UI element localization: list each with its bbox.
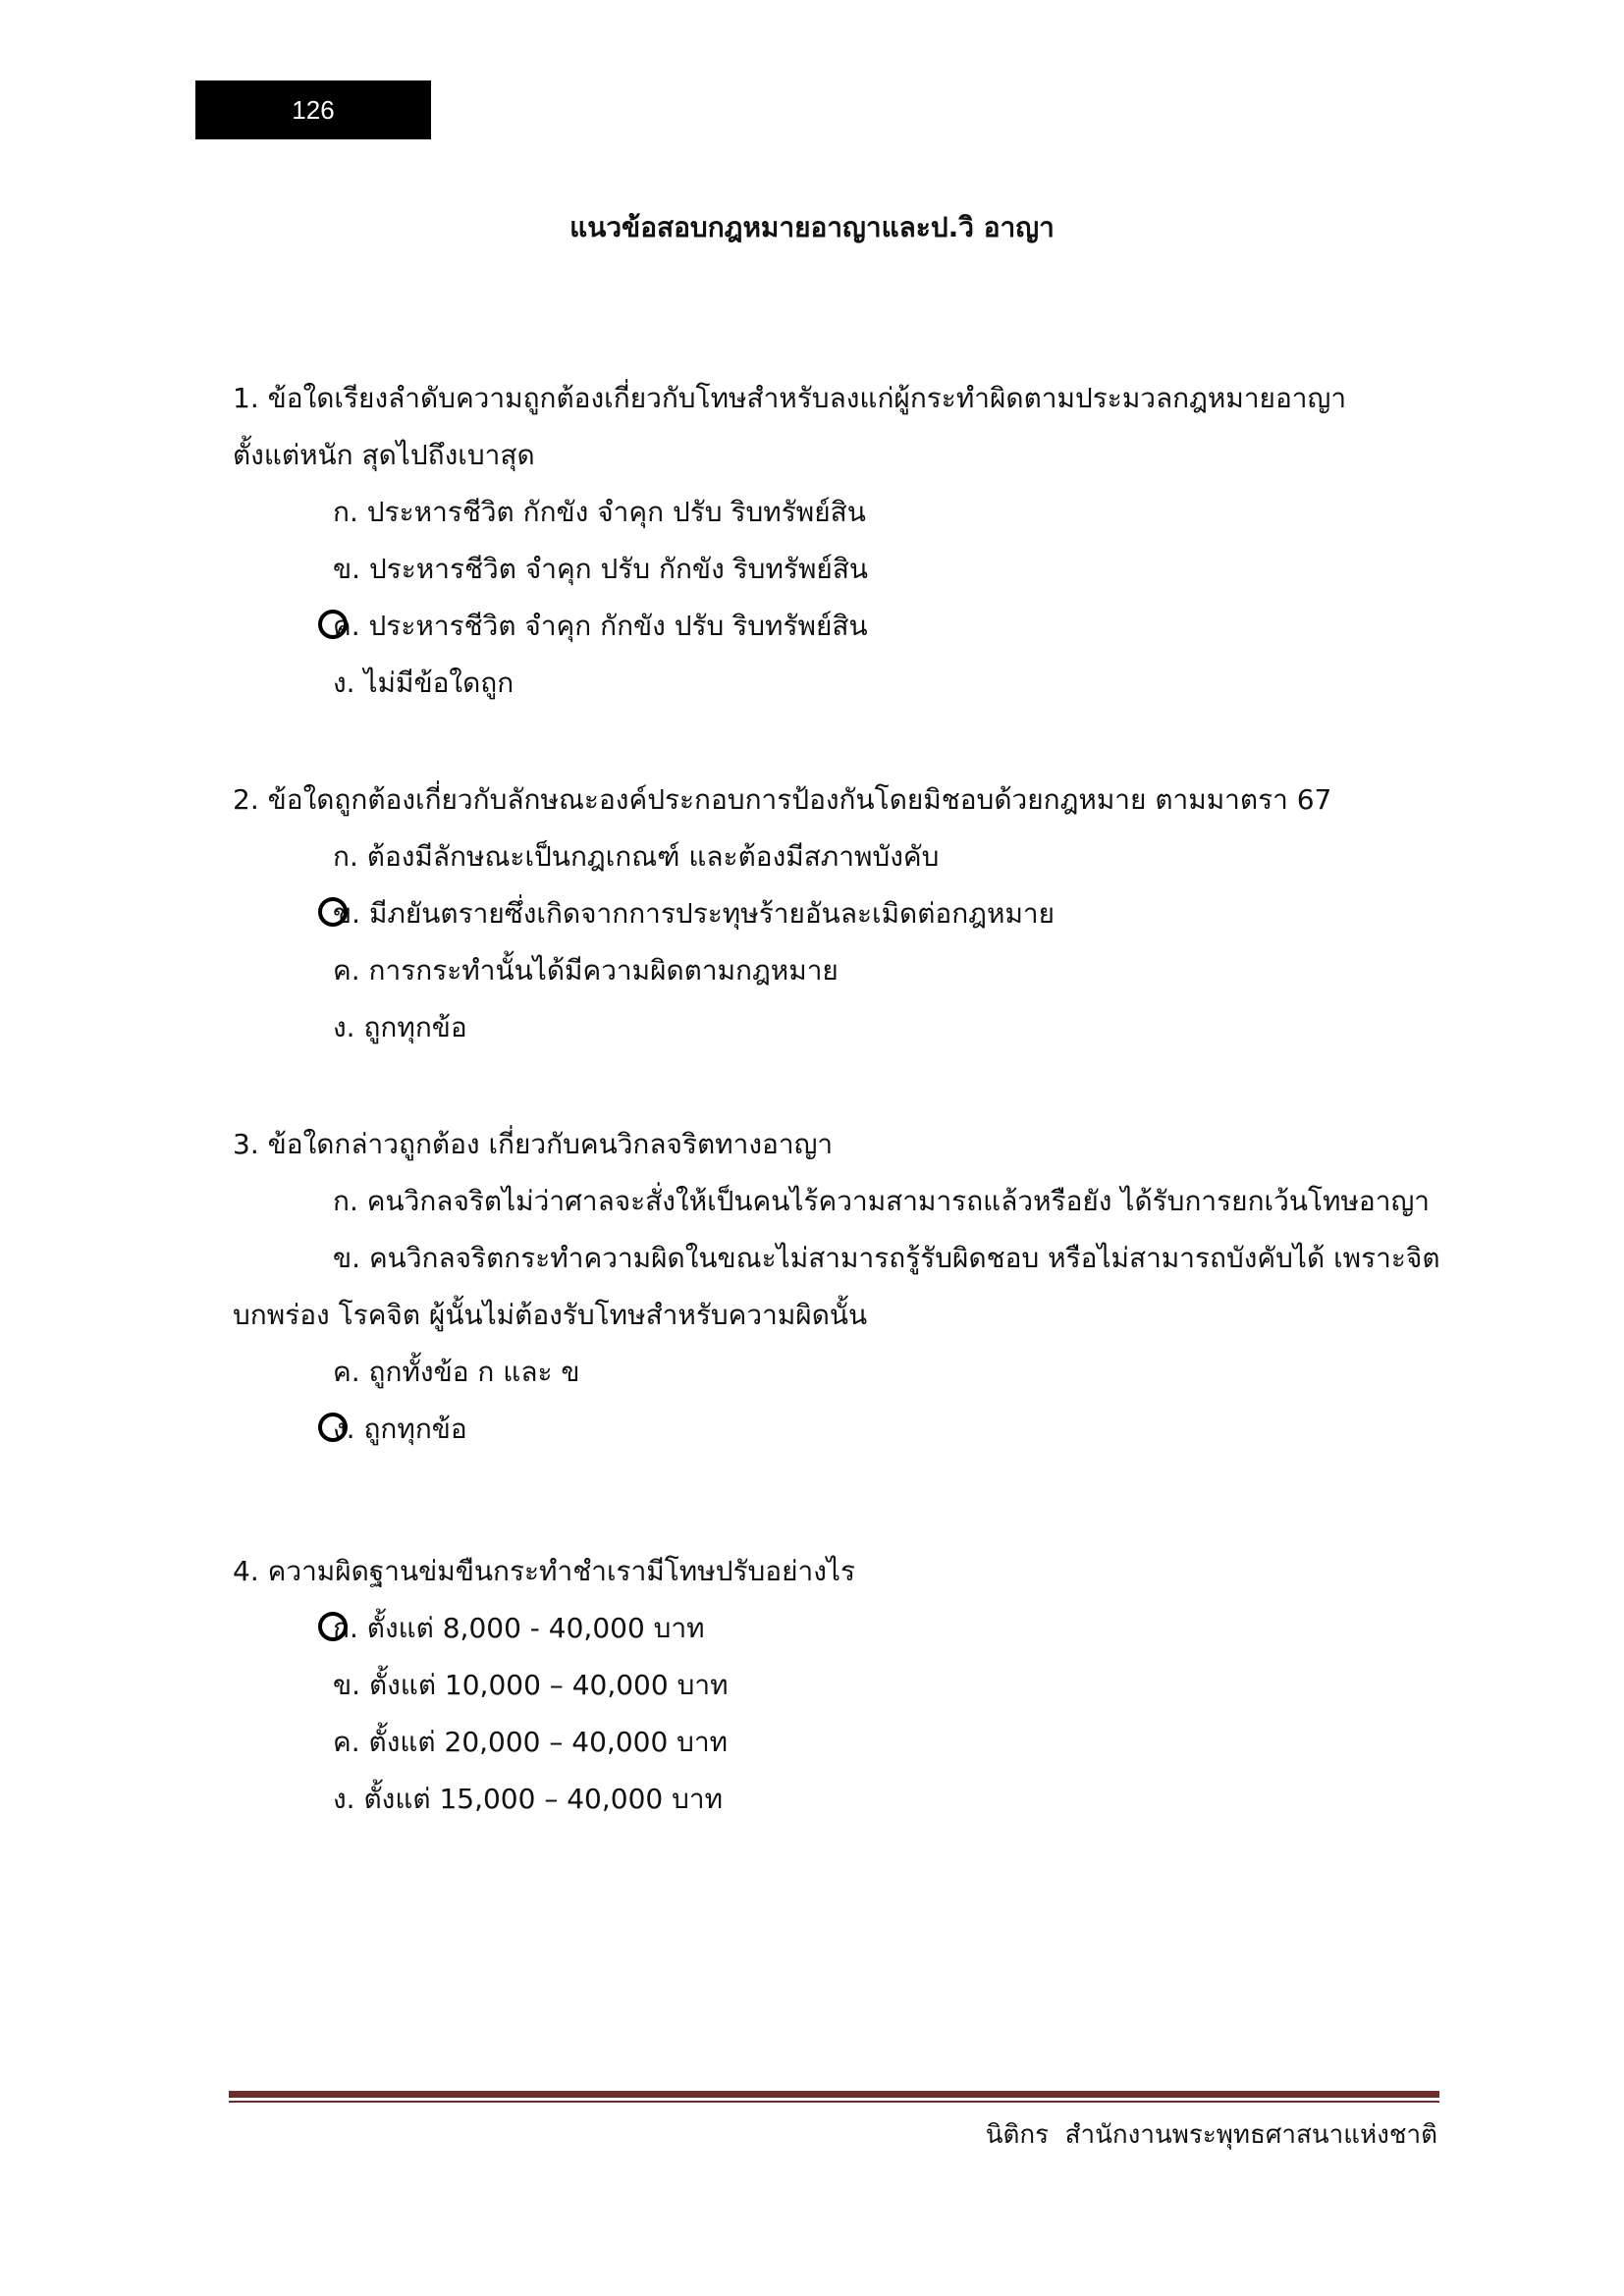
- option-continuation: บกพร่อง โรคจิต ผู้นั้นไม่ต้องรับโทษสำหรับความผิดนั้น: [233, 1299, 868, 1331]
- option-selected: [233, 1600, 1411, 1657]
- option: ค. การกระทำนั้นได้มีความผิดตามกฎหมาย: [333, 954, 839, 987]
- option: ค. ตั้งแต่ 20,000 – 40,000 บาท: [333, 1726, 729, 1758]
- option-label: ค. ประหารชีวิต จำคุก กักขัง ปรับ ริบทรัพย์สิน: [333, 610, 868, 642]
- option: ก. คนวิกลจริตไม่ว่าศาลจะสั่งให้เป็นคนไร้ความสามารถแล้วหรือยัง ได้รับการยกเว้นโทษอาญา: [333, 1185, 1431, 1217]
- answer-circle-mark: [318, 1413, 348, 1442]
- page-number-box: [195, 80, 431, 139]
- option: ข. ตั้งแต่ 10,000 – 40,000 บาท: [333, 1669, 729, 1701]
- footer-text: นิติกร สำนักงานพระพุทธศาสนาแห่งชาติ: [985, 2120, 1437, 2150]
- option-selected: [233, 885, 1411, 942]
- question-text: 4. ความผิดฐานข่มขืนกระทำชำเรามีโทษปรับอย่างไร: [233, 1555, 856, 1587]
- option: ก. ประหารชีวิต กักขัง จำคุก ปรับ ริบทรัพย์สิน: [333, 496, 866, 528]
- footer-divider: [229, 2091, 1439, 2098]
- answer-circle-mark: [318, 897, 348, 927]
- option: ค. ถูกทั้งข้อ ก และ ข: [333, 1356, 580, 1388]
- option: ง. ถูกทุกข้อ: [333, 1011, 467, 1043]
- question-text: 3. ข้อใดกล่าวถูกต้อง เกี่ยวกับคนวิกลจริตทางอาญา: [233, 1128, 834, 1160]
- option-selected: [233, 598, 1411, 655]
- question-1: [233, 370, 1411, 712]
- option-label: ก. ตั้งแต่ 8,000 - 40,000 บาท: [333, 1612, 705, 1644]
- question-2: [233, 772, 1411, 1056]
- answer-circle-mark: [318, 1612, 348, 1641]
- option-label: ข. มีภยันตรายซึ่งเกิดจากการประทุษร้ายอันละเมิดต่อกฎหมาย: [333, 897, 1056, 930]
- option-label: ง. ถูกทุกข้อ: [333, 1413, 467, 1445]
- question-3: [233, 1116, 1440, 1458]
- option-selected: [233, 1401, 1411, 1458]
- page-title: แนวข้อสอบกฎหมายอาญาและป.วิ อาญา: [569, 211, 1055, 243]
- answer-circle-mark: [318, 610, 348, 639]
- option: ข. ประหารชีวิต จำคุก ปรับ กักขัง ริบทรัพย์สิน: [333, 553, 869, 585]
- question-text: 2. ข้อใดถูกต้องเกี่ยวกับลักษณะองค์ประกอบการป้องกันโดยมิชอบด้วยกฎหมาย ตามมาตรา 67: [233, 783, 1332, 816]
- question-text: 1. ข้อใดเรียงลำดับความถูกต้องเกี่ยวกับโทษสำหรับลงแก่ผู้กระทำผิดตามประมวลกฎหมายอาญา ตั้งแต่หนัก สุดไปถึงเบาสุด: [233, 382, 1347, 471]
- option: ง. ไม่มีข้อใดถูก: [333, 667, 514, 699]
- option: ข. คนวิกลจริตกระทำความผิดในขณะไม่สามารถรู้รับผิดชอบ หรือไม่สามารถบังคับได้ เพราะจิต: [333, 1242, 1440, 1274]
- option: ก. ต้องมีลักษณะเป็นกฎเกณฑ์ และต้องมีสภาพบังคับ: [333, 840, 940, 873]
- option: ง. ตั้งแต่ 15,000 – 40,000 บาท: [333, 1783, 724, 1815]
- page-number: 126: [292, 94, 335, 125]
- question-4: [233, 1543, 1411, 1828]
- footer-divider-thin: [229, 2101, 1439, 2103]
